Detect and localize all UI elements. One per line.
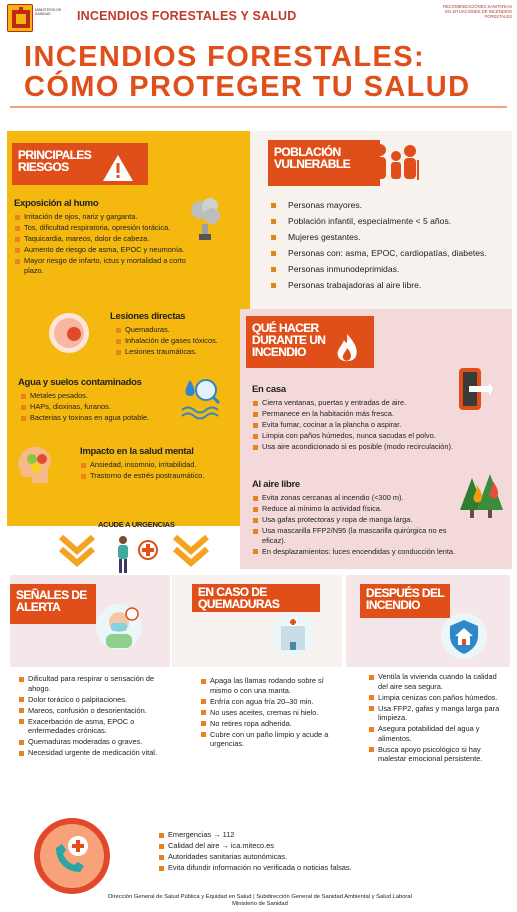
- alerts-banner: SEÑALES DE ALERTA: [10, 584, 96, 624]
- action-banner: QUÉ HACER DURANTE UN INCENDIO: [246, 316, 374, 368]
- title-line-1: INCENDIOS FORESTALES:: [24, 41, 426, 73]
- urgent-label: ACUDE A URGENCIAS: [98, 520, 175, 529]
- outdoor-list: [252, 493, 472, 556]
- list-item: Autoridades sanitarias autonómicas.: [158, 852, 418, 862]
- list-item: Personas mayores.: [270, 200, 506, 211]
- list-item: Quemaduras.: [115, 325, 250, 335]
- smoke-title: Exposición al humo: [14, 198, 99, 209]
- medical-cross-icon: [138, 540, 158, 560]
- home-title: En casa: [252, 384, 286, 395]
- list-item: Usa FFP2, gafas y manga larga para limpieza.: [368, 704, 503, 723]
- injuries-section: [110, 311, 250, 358]
- mental-title: Impacto en la salud mental: [80, 446, 194, 457]
- list-item: En desplazamientos: luces encendidas y conducción lenta.: [252, 547, 472, 557]
- water-section: [18, 377, 188, 424]
- divider: [10, 106, 507, 108]
- vulnerable-list: [270, 200, 506, 291]
- list-item: Cubre con un paño limpio y acude a urgencias.: [200, 730, 340, 749]
- water-title: Agua y suelos contaminados: [18, 377, 142, 388]
- list-item: Taquicardia, mareos, dolor de cabeza.: [14, 234, 194, 244]
- phone-medical-icon: [34, 818, 110, 894]
- list-item: Asegura potabilidad del agua y alimentos.: [368, 724, 503, 743]
- chevron-down-icon: [172, 534, 210, 568]
- outdoor-title: Al aire libre: [252, 479, 300, 490]
- list-item: Busca apoyo psicológico si hay malestar emocional persistente.: [368, 745, 503, 764]
- page-title: [24, 42, 504, 102]
- footer-line-1: Dirección General de Salud Pública y Equidad en Salud | Subdirección General de Sanidad Ambiental y Salud Laboral: [108, 894, 412, 900]
- list-item: Población infantil, especialmente < 5 años.: [270, 216, 506, 227]
- door-exit-icon: [453, 366, 493, 412]
- list-item: Necesidad urgente de medicación vital.: [18, 748, 168, 758]
- water-drops-icon: [180, 374, 222, 420]
- list-item: Metales pesados.: [20, 391, 188, 401]
- list-item: Calidad del aire → ica.miteco.es: [158, 841, 418, 851]
- injury-face-icon: [48, 312, 90, 354]
- list-item: Ventila la vivienda cuando la calidad del aire sea segura.: [368, 672, 503, 691]
- list-item: Personas inmunodeprimidas.: [270, 264, 506, 275]
- hospital-icon: [270, 612, 316, 658]
- injuries-list: [115, 325, 250, 357]
- after-list: [368, 672, 503, 764]
- walking-person-icon: [110, 535, 136, 575]
- list-item: Evita zonas cercanas al incendio (<300 m).: [252, 493, 472, 503]
- list-item: Tos, dificultad respiratoria, opresión torácica.: [14, 223, 194, 233]
- list-item: Exacerbación de asma, EPOC o enfermedades crónicas.: [18, 717, 168, 736]
- list-item: Usa mascarilla FFP2/N95 (la mascarilla quirúrgica no es eficaz).: [252, 526, 472, 545]
- list-item: Enfría con agua fría 20–30 min.: [200, 697, 340, 707]
- list-item: Permanece en la habitación más fresca.: [252, 409, 462, 419]
- fire-icon: [334, 332, 360, 366]
- home-list: [252, 398, 462, 452]
- warning-icon: [102, 153, 134, 183]
- list-item: HAPs, dioxinas, furanos.: [20, 402, 188, 412]
- mental-section: [80, 446, 240, 482]
- list-item: Bacterias y toxinas en agua potable.: [20, 413, 188, 423]
- alerts-list: [18, 674, 168, 758]
- outdoor-section: [252, 479, 472, 558]
- list-item: Reduce al mínimo la actividad física.: [252, 504, 472, 514]
- mental-health-icon: [12, 443, 56, 489]
- list-item: Mayor riesgo de infarto, ictus y mortalidad a corto plazo.: [14, 256, 194, 275]
- list-item: Aumento de riesgo de asma, EPOC y neumonía.: [14, 245, 194, 255]
- ministry-label: MINISTERIO DE SANIDAD: [35, 8, 62, 17]
- list-item: Personas con: asma, EPOC, cardiopatías, diabetes.: [270, 248, 506, 259]
- burning-trees-icon: [458, 470, 504, 520]
- house-shield-icon: [440, 612, 488, 660]
- list-item: Evita fumar, cocinar a la plancha o aspirar.: [252, 420, 462, 430]
- mental-list: [80, 460, 240, 481]
- list-item: Emergencias → 112: [158, 830, 418, 840]
- footer: [60, 894, 460, 908]
- vulnerable-section: [270, 200, 506, 296]
- list-item: Evita difundir información no verificada o noticias falsas.: [158, 863, 418, 873]
- list-item: No retires ropa adherida.: [200, 719, 340, 729]
- list-item: Limpia con paños húmedos, nunca sacudas el polvo.: [252, 431, 462, 441]
- list-item: Dificultad para respirar o sensación de ahogo.: [18, 674, 168, 693]
- after-section: [368, 672, 503, 765]
- after-banner: DESPUÉS DEL INCENDIO: [360, 584, 450, 618]
- list-item: No uses aceites, cremas ni hielo.: [200, 708, 340, 718]
- vulnerable-banner: POBLACIÓN VULNERABLE: [268, 140, 380, 186]
- list-item: Mareos, confusión o desorientación.: [18, 706, 168, 716]
- home-section: [252, 384, 462, 453]
- contacts-list: [158, 830, 418, 873]
- smoke-icon: [188, 196, 224, 244]
- footer-line-2: Ministerio de Sanidad: [232, 901, 288, 907]
- water-list: [20, 391, 188, 423]
- family-icon: [368, 142, 422, 186]
- burns-banner: EN CASO DE QUEMADURAS: [192, 584, 320, 612]
- chevron-down-icon: [58, 534, 96, 568]
- coat-of-arms-icon: [7, 4, 33, 32]
- list-item: Usa gafas protectoras y ropa de manga larga.: [252, 515, 472, 525]
- list-item: Personas trabajadoras al aire libre.: [270, 280, 506, 291]
- list-item: Lesiones traumáticas.: [115, 347, 250, 357]
- list-item: Quemaduras moderadas o graves.: [18, 737, 168, 747]
- list-item: Irritación de ojos, nariz y garganta.: [14, 212, 194, 222]
- list-item: Mujeres gestantes.: [270, 232, 506, 243]
- list-item: Inhalación de gases tóxicos.: [115, 336, 250, 346]
- smoke-section: [14, 198, 194, 277]
- risks-banner: PRINCIPALES RIESGOS: [12, 143, 148, 185]
- smoke-list: [14, 212, 194, 275]
- header-recommendations: RECOMENDACIONES SANITARIAS EN SITUACIONES DE INCENDIOS FORESTALES: [442, 4, 512, 19]
- list-item: Trastorno de estrés postraumático.: [80, 471, 240, 481]
- list-item: Dolor torácico o palpitaciones.: [18, 695, 168, 705]
- list-item: Limpia cenizas con paños húmedos.: [368, 693, 503, 703]
- burns-list: [200, 676, 340, 749]
- title-line-2: CÓMO PROTEGER TU SALUD: [24, 71, 471, 103]
- list-item: Ansiedad, insomnio, irritabilidad.: [80, 460, 240, 470]
- injuries-title: Lesiones directas: [110, 311, 186, 322]
- masked-person-icon: [96, 604, 142, 650]
- alerts-section: [18, 674, 168, 759]
- list-item: Apaga las llamas rodando sobre sí mismo o con una manta.: [200, 676, 340, 695]
- list-item: Cierra ventanas, puertas y entradas de aire.: [252, 398, 462, 408]
- header-title: INCENDIOS FORESTALES Y SALUD: [77, 9, 297, 23]
- contacts-section: [158, 830, 418, 874]
- burns-section: [200, 676, 340, 750]
- list-item: Usa aire acondicionado si es posible (modo recirculación).: [252, 442, 462, 452]
